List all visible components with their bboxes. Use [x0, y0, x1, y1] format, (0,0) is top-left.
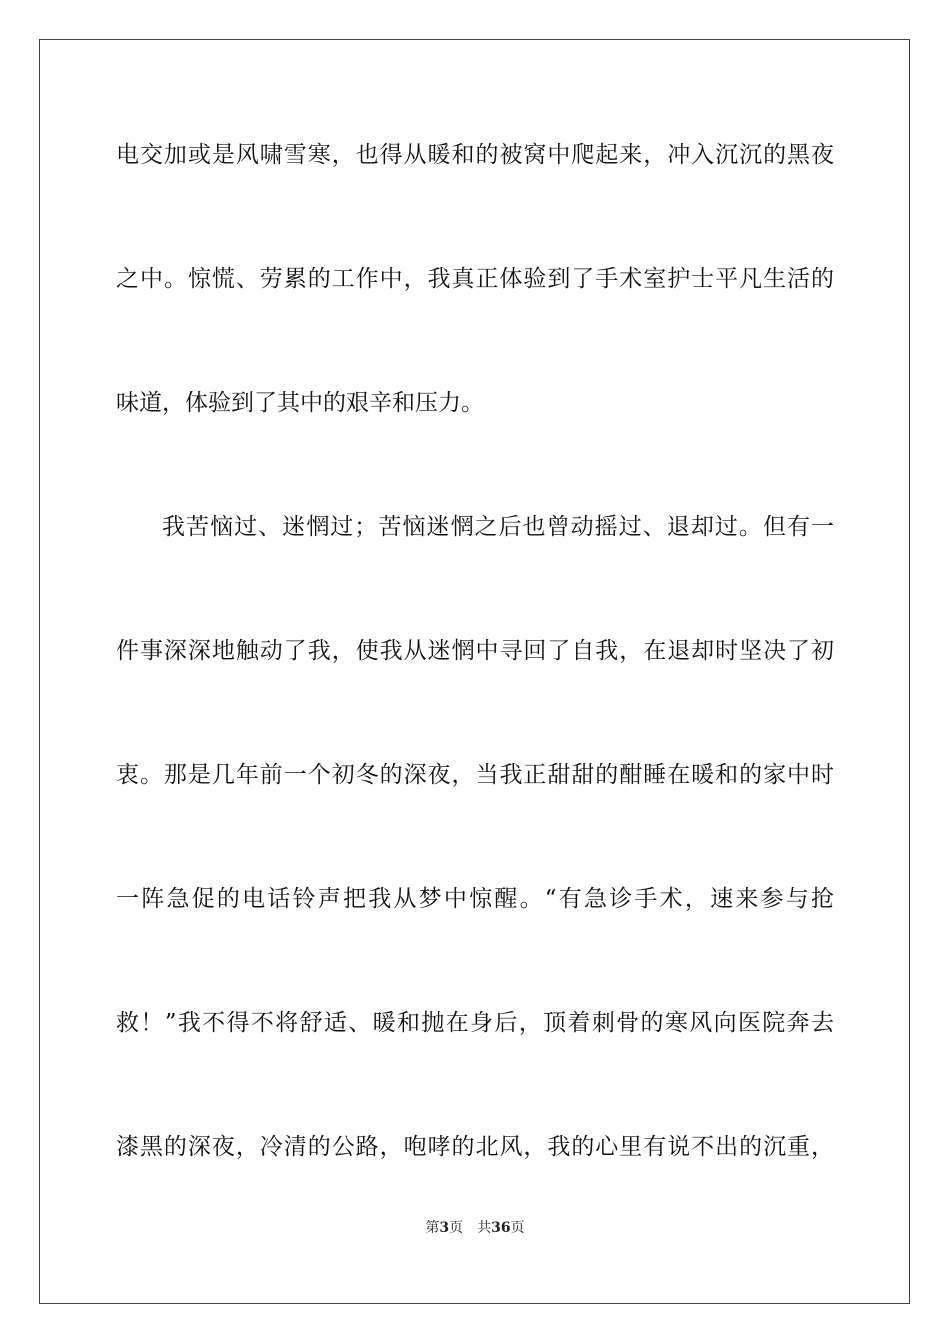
line-spacing [116, 682, 834, 744]
text-line-1: 电交加或是风啸雪寒，也得从暖和的被窝中爬起来，冲入沉沉的黑夜 [116, 142, 834, 168]
text-line-5: 件事深深地触动了我，使我从迷惘中寻回了自我，在退却时坚决了初 [116, 638, 834, 664]
line-spacing [116, 806, 834, 868]
line-spacing [116, 930, 834, 992]
body-text [116, 124, 834, 1178]
text-line-6: 衷。那是几年前一个初冬的深夜，当我正甜甜的酣睡在暖和的家中时 [116, 762, 834, 788]
page-footer [0, 1218, 950, 1238]
total-pages-number: 36 [491, 1220, 511, 1236]
line-spacing [116, 186, 834, 248]
line-spacing [116, 558, 834, 620]
text-line-8: 救！”我不得不将舒适、暖和抛在身后，顶着刺骨的寒风向医院奔去 [116, 1010, 834, 1036]
total-prefix: 共 [477, 1220, 492, 1236]
text-line-7: 一阵急促的电话铃声把我从梦中惊醒。“有急诊手术，速来参与抢 [116, 886, 834, 912]
current-page-number: 3 [439, 1220, 450, 1236]
text-line-3: 味道，体验到了其中的艰辛和压力。 [116, 390, 484, 416]
page-suffix: 页 [449, 1220, 464, 1236]
text-line-4-paragraph-start: 我苦恼过、迷惘过；苦恼迷惘之后也曾动摇过、退却过。但有一 [162, 514, 834, 540]
page-prefix: 第 [425, 1220, 440, 1236]
line-spacing [116, 434, 834, 496]
total-suffix: 页 [510, 1220, 525, 1236]
line-spacing [116, 310, 834, 372]
text-line-2: 之中。惊慌、劳累的工作中，我真正体验到了手术室护士平凡生活的 [116, 266, 834, 292]
text-line-9: 漆黑的深夜，冷清的公路，咆哮的北风，我的心里有说不出的沉重， [116, 1134, 834, 1160]
line-spacing [116, 1054, 834, 1116]
